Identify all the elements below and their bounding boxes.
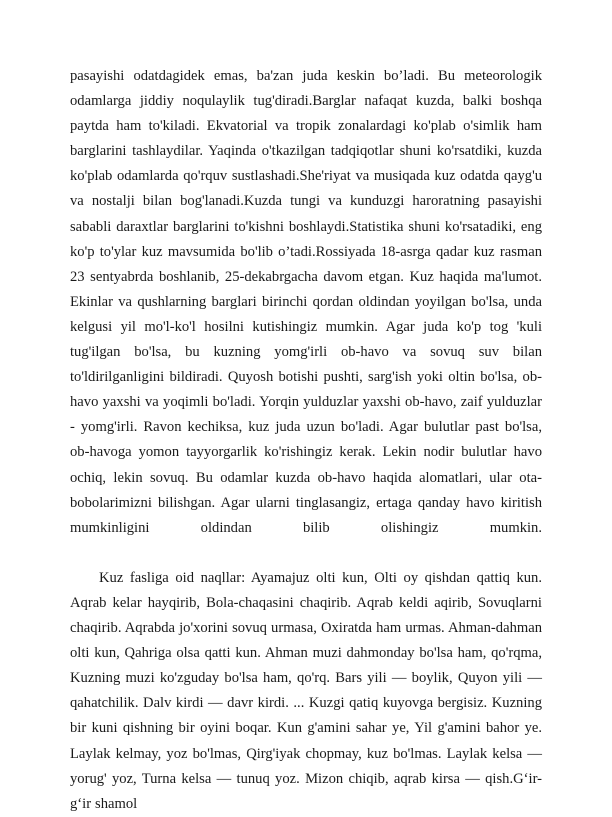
paragraph-1: pasayishi odatdagidek emas, ba'zan juda keskin bo’ladi. Bu meteorologik odamlarga jiddiy noqulaylik tug'diradi.Barglar nafaqat kuzda, balki boshqa paytda ham to'kiladi. Ekvatorial va tropik zonalardagi ko'plab o'simlik ham barglarini tashlaydilar. Yaqinda o'tkazilgan tadqiqotlar shuni ko'rsatdiki, kuzda ko'plab odamlarda qo'rquv sustlashadi.She'riyat va musiqada kuz odatda qayg'u va nostalji bilan bog'lanadi.Kuzda tungi va kunduzgi haroratning pasayishi sababli daraxtlar barglarini to'kishni boshlaydi.Statistika shuni ko'rsatadiki, eng ko'p to'ylar kuz mavsumida bo'lib o’tadi.Rossiyada 18-asrga qadar kuz rasman 23 sentyabrda boshlanib, 25-dekabrgacha davom etgan. Kuz haqida ma'lumot. Ekinlar va qushlarning barglari birinchi qordan oldindan yoyilgan bo'lsa, unda kelgusi yil mo'l-ko'l hosilni kutishingiz mumkin. Agar juda ko'p tog 'kuli tug'ilgan bo'lsa, bu kuzning yomg'irli ob-havo va sovuq suv bilan to'ldirilganligini bildiradi. Quyosh botishi pushti, sarg'ish yoki oltin bo'lsa, ob-havo yaxshi va yoqimli bo'ladi. Yorqin yulduzlar yaxshi ob-havo, zaif yulduzlar - yomg'irli. Ravon kechiksa, kuz juda uzun bo'ladi. Agar bulutlar past bo'lsa, ob-havoga yomon tayyorgarlik ko'rishingiz kerak. Lekin nodir bulutlar havo ochiq, lekin sovuq. Bu odamlar kuzda ob-havo haqida alomatlari, ular ota-bobolarimizni bilishgan. Agar ularni tinglasangiz, ertaga qanday havo kiritish mumkinligini oldindan bilib olishingiz mumkin. [70, 68, 542, 536]
document-text-body [70, 64, 542, 817]
paragraph-2: Kuz fasliga oid naqllar: Ayamajuz olti kun, Olti oy qishdan qattiq kun. Aqrab kelar hayqirib, Bola-chaqasini chaqirib. Aqrab keldi aqirib, Sovuqlarni chaqirib. Aqrabda jo'xorini sovuq urmasa, Oxiratda ham urmas. Ahman-dahman olti kun, Qahriga olsa qatti kun. Ahman muzi dahmonday bo'lsa ham, qo'rqma, Kuzning muzi ko'zguday bo'lsa ham, qo'rq. Bars yili — boylik, Quyon yili — qahatchilik. Dalv kirdi — davr kirdi. ... Kuzgi qatiq kuyovga bergisiz. Kuzning bir kuni qishning bir oyini boqar. Kun g'amini sahar ye, Yil g'amini bahor ye. Laylak kelmay, yoz bo'lmas, Qirg'iyak chopmay, kuz bo'lmas. Laylak kelsa — yorug' yoz, Turna kelsa — tunuq yoz. Mizon chiqib, aqrab kirsa — qish.Gʻir-gʻir shamol [70, 569, 542, 812]
